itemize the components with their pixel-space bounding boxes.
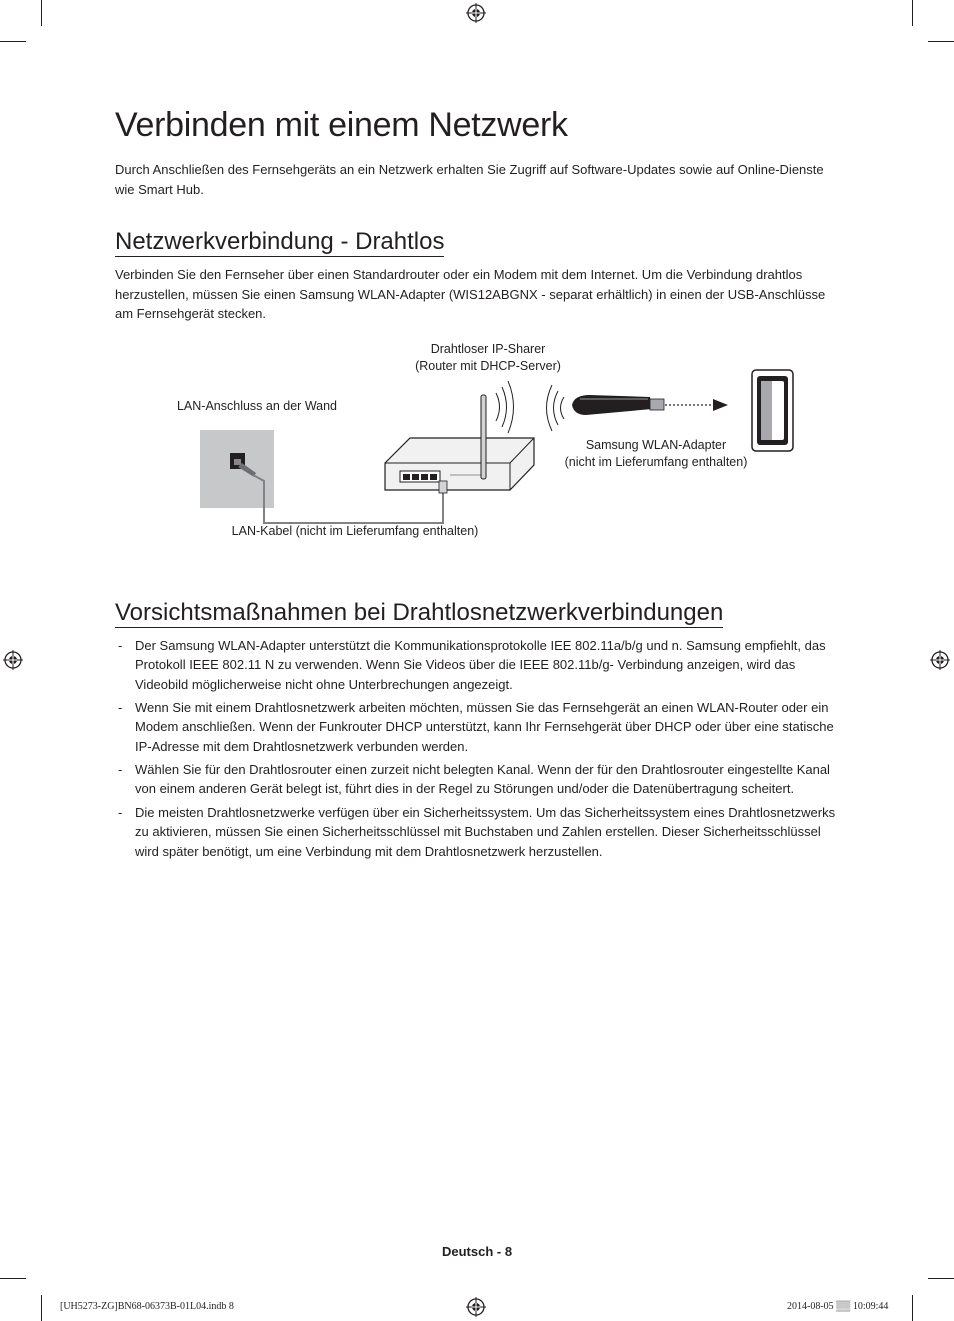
registration-mark-icon <box>3 650 23 670</box>
list-item <box>115 760 840 799</box>
bullet-dash: - <box>118 804 123 820</box>
list-item-text: Wählen Sie für den Drahtlosrouter einen zurzeit nicht belegten Kanal. Wenn der für den Drahtlosrouter eingestellte Kanal von einem anderen Gerät belegt ist, führt dies in der Regel zu Störungen und/oder die Datenübertragung scheitert. <box>135 762 830 797</box>
list-item-text: Der Samsung WLAN-Adapter unterstützt die Kommunikationsprotokolle IEE 802.11a/b/g und n. Samsung empfiehlt, das Protokoll IEEE 802.11 N zu verwenden. Wenn Sie Videos über die IEEE 802.11b/g- Verbindung anzeigen, wird das Videobild möglicherweise nicht ohne Unterbrechungen angezeigt. <box>135 638 826 692</box>
crop-mark-top-left-h <box>0 41 26 42</box>
bullet-dash: - <box>118 700 123 716</box>
crop-mark-bottom-left-h <box>0 1278 26 1279</box>
print-slug-right: 2014-08-05 ▒▒ 10:09:44 <box>787 1301 889 1312</box>
page-number: Deutsch - 8 <box>442 1244 513 1259</box>
wireless-waves <box>547 385 565 431</box>
wall-port-label: LAN-Anschluss an der Wand <box>176 399 338 413</box>
list-item <box>115 698 840 756</box>
adapter-label <box>550 437 762 471</box>
page-title: Verbinden mit einem Netzwerk <box>115 106 568 144</box>
precautions-list <box>115 636 840 865</box>
registration-mark-icon <box>466 3 486 23</box>
crop-mark-top-right-v <box>912 0 913 26</box>
adapter-label-line-2: (nicht im Lieferumfang enthalten) <box>564 455 748 469</box>
print-slug-left: [UH5273-ZG]BN68-06373B-01L04.indb 8 <box>60 1301 234 1312</box>
router-label <box>388 341 588 375</box>
network-diagram <box>150 335 810 550</box>
list-item-text: Wenn Sie mit einem Drahtlosnetzwerk arbeiten möchten, müssen Sie das Fernsehgerät an einen WLAN-Router oder ein Modem anschließen. Wenn der Funkrouter DHCP unterstützt, kann Ihr Fernsehgerät über DHCP oder über eine statische IP-Adresse mit dem Drahtlosnetzwerk verbunden werden. <box>135 700 834 754</box>
list-item <box>115 803 840 861</box>
crop-mark-top-left-v <box>41 0 42 26</box>
wireless-paragraph: Verbinden Sie den Fernseher über einen Standardrouter oder ein Modem mit dem Internet. Um die Verbindung drahtlos herzustellen, müssen Sie einen Samsung WLAN-Adapter (WIS12ABGNX - separat erhältlich) in einen der USB-Anschlüsse am Fernsehgerät stecken. <box>115 267 826 321</box>
registration-mark-icon <box>930 650 950 670</box>
crop-mark-top-right-h <box>928 41 954 42</box>
crop-mark-bottom-left-v <box>41 1295 42 1321</box>
section-heading-precautions: Vorsichtsmaßnahmen bei Drahtlosnetzwerkverbindungen <box>115 599 724 626</box>
bullet-dash: - <box>118 762 123 778</box>
bullet-dash: - <box>118 638 123 653</box>
adapter-label-line-1: Samsung WLAN-Adapter <box>585 438 727 452</box>
router-label-line-2: (Router mit DHCP-Server) <box>415 359 561 373</box>
router-label-line-1: Drahtloser IP-Sharer <box>430 342 546 356</box>
section-heading-wireless: Netzwerkverbindung - Drahtlos <box>115 228 445 255</box>
router-icon <box>385 381 534 493</box>
cable-label: LAN-Kabel (nicht im Lieferumfang enthalten) <box>231 524 479 538</box>
registration-mark-icon <box>466 1297 486 1317</box>
list-item-text: Die meisten Drahtlosnetzwerke verfügen über ein Sicherheitssystem. Um das Sicherheitssystem eines Drahtlosnetzwerks zu aktivieren, müssen Sie einen Sicherheitsschlüssel mit Buchstaben und Zahlen erstellen. Dieser Sicherheitsschlüssel wird später benötigt, um eine Verbindung mit dem Drahtlosnetzwerk herzustellen. <box>135 804 836 859</box>
wlan-adapter-icon <box>572 395 728 415</box>
intro-paragraph: Durch Anschließen des Fernsehgeräts an ein Netzwerk erhalten Sie Zugriff auf Software-Updates sowie auf Online-Dienste wie Smart Hub. <box>115 162 824 197</box>
crop-mark-bottom-right-v <box>912 1295 913 1321</box>
list-item <box>115 636 840 694</box>
wall-socket-icon <box>200 430 274 508</box>
crop-mark-bottom-right-h <box>928 1278 954 1279</box>
